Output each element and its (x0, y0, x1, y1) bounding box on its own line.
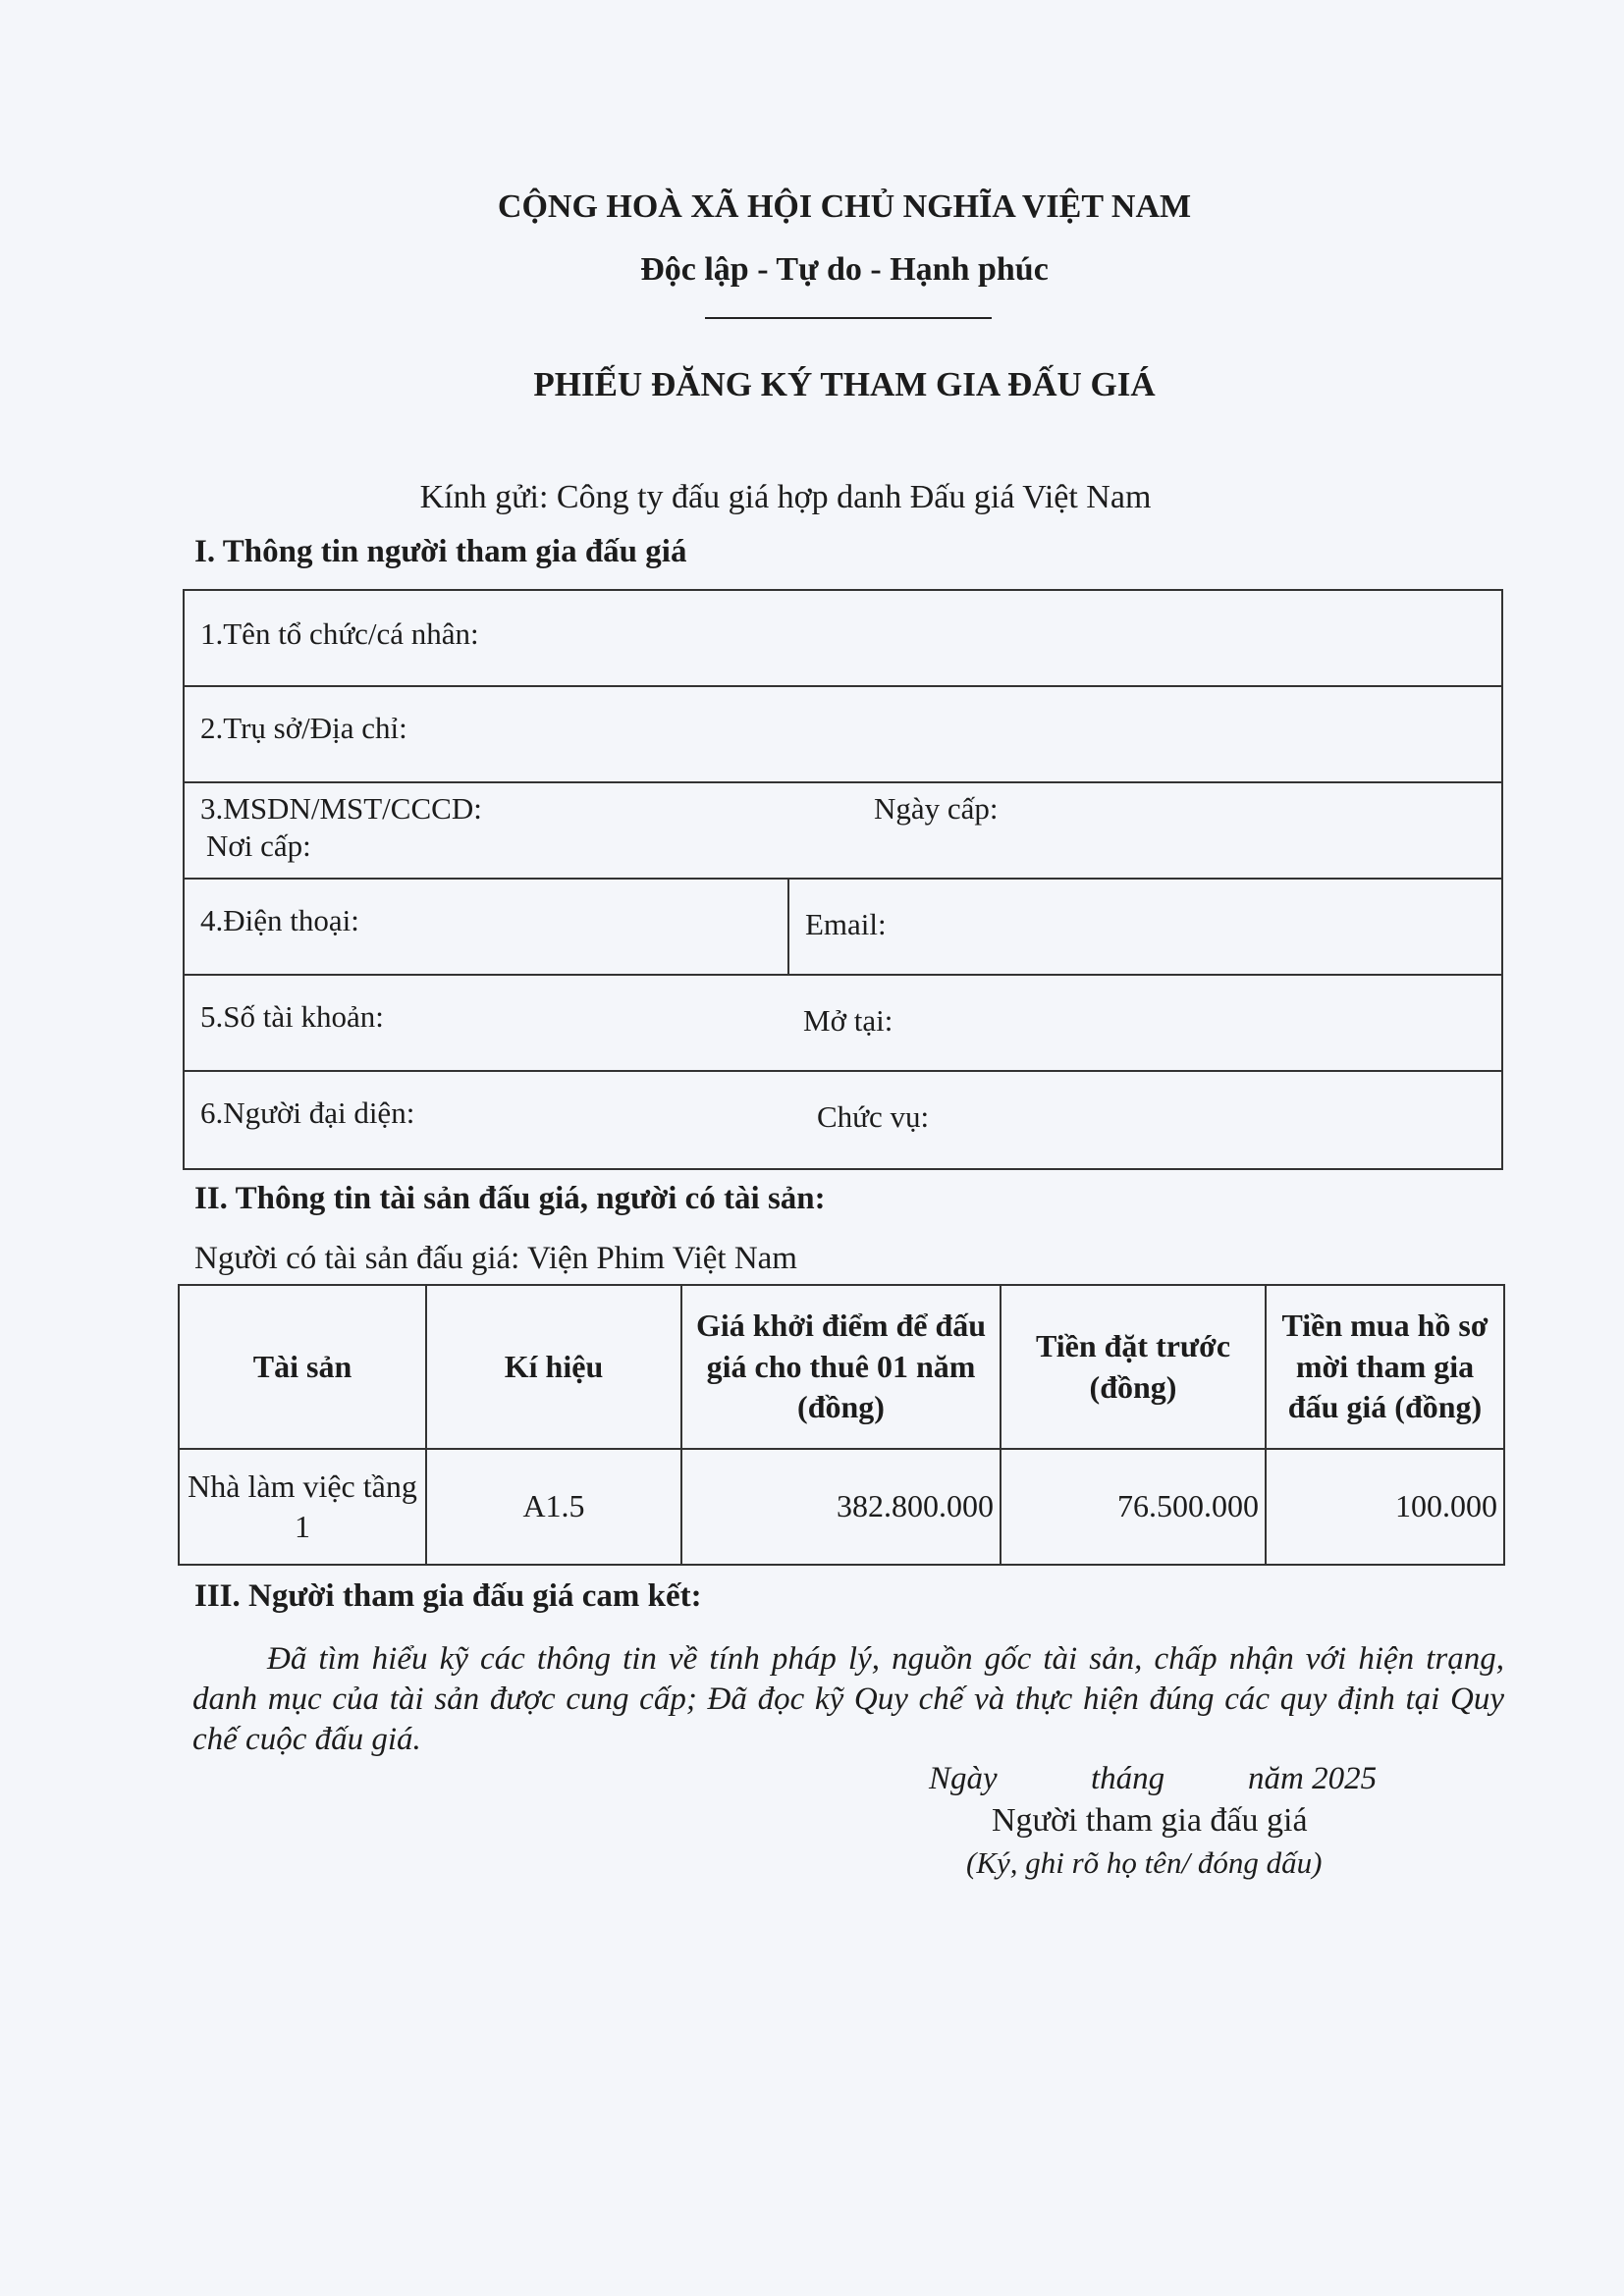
table-header: Kí hiệu (426, 1285, 681, 1449)
asset-table (178, 1284, 1505, 1566)
asset-owner: Người có tài sản đấu giá: Viện Phim Việt Nam (194, 1241, 797, 1276)
signer-title: Người tham gia đấu giá (992, 1802, 1308, 1839)
table-cell-starting-price: 382.800.000 (681, 1449, 1001, 1565)
header-divider (705, 317, 992, 319)
date-day-label: Ngày (929, 1761, 998, 1796)
field-phone[interactable]: 4.Điện thoại: (200, 903, 359, 937)
row-divider (185, 974, 1501, 976)
row-divider (185, 685, 1501, 687)
table-header: Tiền đặt trước (đồng) (1001, 1285, 1266, 1449)
form-title: PHIẾU ĐĂNG KÝ THAM GIA ĐẤU GIÁ (533, 365, 1156, 403)
field-position[interactable]: Chức vụ: (817, 1099, 930, 1134)
commitment-text: Đã tìm hiểu kỹ các thông tin về tính pháp lý, nguồn gốc tài sản, chấp nhận với hiện trạng, danh mục của tài sản được cung cấp; Đã đọc kỹ Quy chế và thực hiện đúng các quy định tại Quy chế cuộc đấu giá. (192, 1641, 1504, 1757)
field-issue-place[interactable]: Nơi cấp: (206, 828, 311, 863)
row-divider (185, 878, 1501, 880)
field-account[interactable]: 5.Số tài khoản: (200, 999, 384, 1034)
table-cell-deposit: 76.500.000 (1001, 1449, 1266, 1565)
section-2-heading: II. Thông tin tài sản đấu giá, người có tài sản: (194, 1181, 826, 1216)
field-id-number[interactable]: 3.MSDN/MST/CCCD: (200, 791, 482, 826)
national-motto: Độc lập - Tự do - Hạnh phúc (640, 251, 1049, 288)
table-cell-code: A1.5 (426, 1449, 681, 1565)
field-representative[interactable]: 6.Người đại diện: (200, 1095, 415, 1130)
section-1-heading: I. Thông tin người tham gia đấu giá (194, 534, 687, 569)
field-bank[interactable]: Mở tại: (803, 1003, 893, 1038)
table-cell-asset: Nhà làm việc tầng 1 (179, 1449, 426, 1565)
field-name[interactable]: 1.Tên tổ chức/cá nhân: (200, 616, 479, 651)
field-email[interactable]: Email: (805, 907, 887, 941)
table-cell-document-fee: 100.000 (1266, 1449, 1504, 1565)
table-header: Giá khởi điểm để đấu giá cho thuê 01 năm (đồng) (681, 1285, 1001, 1449)
table-header: Tiền mua hồ sơ mời tham gia đấu giá (đồng) (1266, 1285, 1504, 1449)
table-row (179, 1449, 1504, 1565)
signature-note: (Ký, ghi rõ họ tên/ đóng dấu) (966, 1845, 1323, 1880)
row-divider (185, 781, 1501, 783)
participant-info-box (183, 589, 1503, 1170)
column-divider (787, 878, 789, 974)
field-issue-date[interactable]: Ngày cấp: (874, 791, 999, 826)
date-month-label: tháng (1091, 1761, 1165, 1796)
recipient-line: Kính gửi: Công ty đấu giá hợp danh Đấu giá Việt Nam (419, 479, 1152, 515)
table-header: Tài sản (179, 1285, 426, 1449)
date-year-label: năm 2025 (1248, 1761, 1378, 1796)
section-3-heading: III. Người tham gia đấu giá cam kết: (194, 1578, 702, 1614)
table-header-row (179, 1285, 1504, 1449)
row-divider (185, 1070, 1501, 1072)
signature-date (929, 1761, 1377, 1797)
field-address[interactable]: 2.Trụ sở/Địa chỉ: (200, 711, 407, 745)
national-title: CỘNG HOÀ XÃ HỘI CHỦ NGHĨA VIỆT NAM (497, 188, 1192, 225)
